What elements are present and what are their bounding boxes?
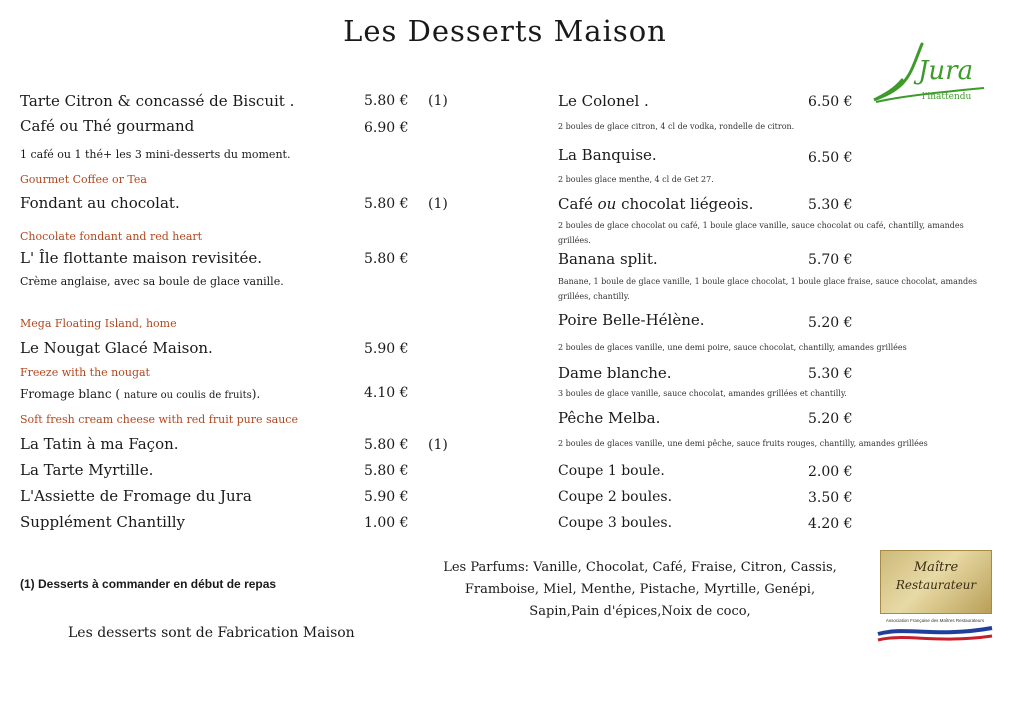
chantilly-price: 1.00 € xyxy=(364,515,409,531)
nougat-price: 5.90 € xyxy=(364,341,409,357)
colonel-desc: 2 boules de glace citron, 4 cl de vodka, rondelle de citron. xyxy=(558,122,795,131)
poire-name: Poire Belle-Hélène. xyxy=(558,311,705,329)
poire-desc: 2 boules de glaces vanille, une demi poire, sauce chocolat, chantilly, amandes grillées xyxy=(558,343,907,352)
ile-flottante-name: L' Île flottante maison revisitée. xyxy=(20,249,263,267)
fromage-blanc-english: Soft fresh cream cheese with red fruit pure sauce xyxy=(20,413,298,426)
ile-flottante-english: Mega Floating Island, home xyxy=(20,317,177,330)
nougat-name: Le Nougat Glacé Maison. xyxy=(20,339,213,357)
banquise-desc: 2 boules glace menthe, 4 cl de Get 27. xyxy=(558,175,714,184)
tarte-citron-note: (1) xyxy=(428,93,448,109)
fondant-note: (1) xyxy=(428,196,448,212)
fondant-english: Chocolate fondant and red heart xyxy=(20,230,203,243)
ile-flottante-desc: Crème anglaise, avec sa boule de glace vanille. xyxy=(20,275,284,288)
fondant-name: Fondant au chocolat. xyxy=(20,194,180,212)
myrtille-price: 5.80 € xyxy=(364,463,409,479)
jura-logo xyxy=(872,40,992,106)
banana-split-name: Banana split. xyxy=(558,250,658,268)
poire-price: 5.20 € xyxy=(808,315,853,331)
banana-split-desc: Banane, 1 boule de glace vanille, 1 boule glace chocolat, 1 boule glace fraise, sauce chocolat, amandes grillées, chantilly. xyxy=(558,277,977,301)
peche-melba-name: Pêche Melba. xyxy=(558,409,661,427)
badge-association: Association Française des Maîtres Restaurateurs xyxy=(885,618,985,623)
tarte-citron-name: Tarte Citron & concassé de Biscuit . xyxy=(20,92,295,110)
peche-melba-price: 5.20 € xyxy=(808,411,853,427)
ile-flottante-price: 5.80 € xyxy=(364,251,409,267)
dame-blanche-price: 5.30 € xyxy=(808,366,853,382)
fromage-blanc-price: 4.10 € xyxy=(364,385,409,401)
colonel-name: Le Colonel . xyxy=(558,92,649,110)
tatin-price: 5.80 € xyxy=(364,437,409,453)
badge-line1: Maître xyxy=(913,560,959,575)
nougat-english: Freeze with the nougat xyxy=(20,366,150,379)
dame-blanche-name: Dame blanche. xyxy=(558,364,672,382)
coupe1-price: 2.00 € xyxy=(808,464,853,480)
chantilly-name: Supplément Chantilly xyxy=(20,513,186,531)
assiette-price: 5.90 € xyxy=(364,489,409,505)
banquise-price: 6.50 € xyxy=(808,150,853,166)
cafe-gourmand-name: Café ou Thé gourmand xyxy=(20,117,195,135)
coupe3-price: 4.20 € xyxy=(808,516,853,532)
jura-logo-tagline: l'inattendu xyxy=(922,92,972,102)
badge-line2: Restaurateur xyxy=(895,578,977,592)
tatin-note: (1) xyxy=(428,437,448,453)
maitre-restaurateur-badge xyxy=(876,548,994,644)
jura-logo-name: Jura xyxy=(918,56,974,86)
tatin-name: La Tatin à ma Façon. xyxy=(20,435,179,453)
cafe-liegeois-name: Café ou chocolat liégeois. xyxy=(558,195,754,213)
coupe3-name: Coupe 3 boules. xyxy=(558,515,673,531)
coupe1-name: Coupe 1 boule. xyxy=(558,463,665,479)
dame-blanche-desc: 3 boules de glace vanille, sauce chocolat, amandes grillées et chantilly. xyxy=(558,389,847,398)
peche-melba-desc: 2 boules de glaces vanille, une demi pêche, sauce fruits rouges, chantilly, amandes grillées xyxy=(558,439,928,448)
cafe-gourmand-price: 6.90 € xyxy=(364,120,409,136)
tarte-citron-price: 5.80 € xyxy=(364,93,409,109)
page-title: Les Desserts Maison xyxy=(343,14,667,48)
cafe-liegeois-desc: 2 boules de glace chocolat ou café, 1 boule glace vanille, sauce chocolat ou café, chantilly, amandes grillées. xyxy=(558,221,964,245)
cafe-gourmand-english: Gourmet Coffee or Tea xyxy=(20,173,147,186)
myrtille-name: La Tarte Myrtille. xyxy=(20,461,154,479)
banquise-name: La Banquise. xyxy=(558,146,657,164)
cafe-liegeois-price: 5.30 € xyxy=(808,197,853,213)
parfums-list: Les Parfums: Vanille, Chocolat, Café, Fraise, Citron, Cassis, Framboise, Miel, Menthe, Pistache, Myrtille, Genépi, Sapin,Pain d'épices,Noix de coco, xyxy=(443,560,837,619)
cafe-gourmand-desc: 1 café ou 1 thé+ les 3 mini-desserts du moment. xyxy=(20,148,291,161)
fabrication-note: Les desserts sont de Fabrication Maison xyxy=(68,625,355,641)
assiette-name: L'Assiette de Fromage du Jura xyxy=(20,487,252,505)
colonel-price: 6.50 € xyxy=(808,94,853,110)
flag-ribbon-icon xyxy=(876,624,994,642)
banana-split-price: 5.70 € xyxy=(808,252,853,268)
footnote: (1) Desserts à commander en début de repas xyxy=(20,577,277,591)
coupe2-price: 3.50 € xyxy=(808,490,853,506)
fromage-blanc-name: Fromage blanc ( nature ou coulis de fruits). xyxy=(20,387,261,401)
coupe2-name: Coupe 2 boules. xyxy=(558,489,673,505)
fondant-price: 5.80 € xyxy=(364,196,409,212)
